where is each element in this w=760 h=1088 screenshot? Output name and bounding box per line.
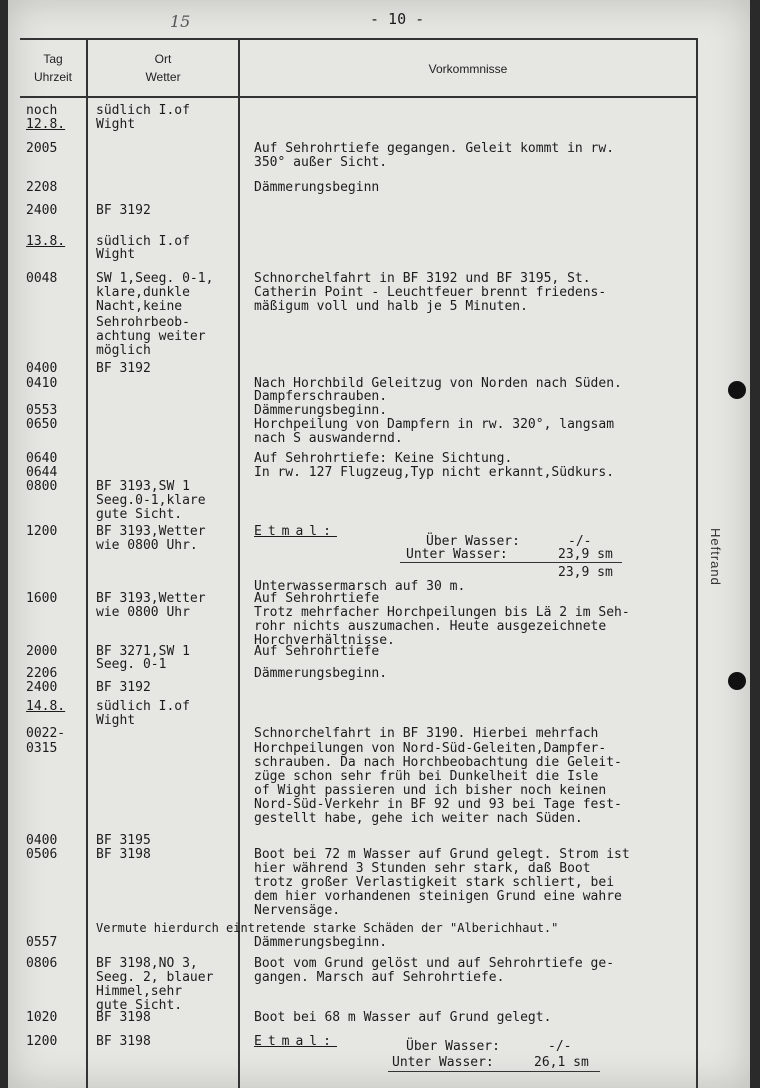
header-wetter: Wetter xyxy=(145,70,181,84)
row-event: Unterwassermarsch auf 30 m. xyxy=(254,579,466,594)
row-event: trotz großer Verlastigkeit stark schliert, bei xyxy=(254,875,615,890)
row-time: 0400 xyxy=(26,361,58,376)
row-time: 0557 xyxy=(26,935,58,950)
etmal2-sum-rule xyxy=(388,1071,600,1072)
header-ort: Ort xyxy=(154,52,172,66)
row-location-weather: BF 3193,Wetter xyxy=(96,591,206,606)
row-location-weather: Seeg. 0-1 xyxy=(96,657,167,672)
row-time: 14.8. xyxy=(26,699,66,714)
row-event: Boot vom Grund gelöst und auf Sehrohrtiefe ge- xyxy=(254,956,615,971)
row-time: 0410 xyxy=(26,376,58,391)
row-time: 1200 xyxy=(26,524,58,539)
punch-hole-top xyxy=(728,381,746,399)
row-location-weather: BF 3198 xyxy=(96,1010,151,1025)
row-time: 0022- xyxy=(26,726,66,741)
row-location-weather: BF 3198 xyxy=(96,1034,151,1049)
row-location-weather: BF 3198 xyxy=(96,847,151,862)
header-bottom-rule xyxy=(20,96,696,98)
etmal1-under-label: Unter Wasser: xyxy=(406,547,508,562)
row-location-weather: Wight xyxy=(96,247,136,262)
row-time: 0640 xyxy=(26,451,58,466)
row-location-weather: BF 3198,NO 3, xyxy=(96,956,198,971)
row-event: Auf Sehrohrtiefe xyxy=(254,591,380,606)
punch-hole-bottom xyxy=(728,672,746,690)
row-location-weather: Nacht,keine xyxy=(96,299,183,314)
margin-stamp: Heftrand xyxy=(708,528,723,586)
etmal2-over-value: -/- xyxy=(548,1039,572,1054)
row-event: gangen. Marsch auf Sehrohrtiefe. xyxy=(254,970,505,985)
row-event: Trotz mehrfacher Horchpeilungen bis Lä 2 im Seh- xyxy=(254,605,630,620)
etmal2-over-label: Über Wasser: xyxy=(406,1039,500,1054)
handwritten-folio: 15 xyxy=(170,12,191,31)
row-event: Horchpeilungen von Nord-Süd-Geleiten,Dampfer- xyxy=(254,741,607,756)
row-event: züge schon sehr früh bei Dunkelheit die Isle xyxy=(254,769,599,784)
row-time: 0800 xyxy=(26,479,58,494)
row-time: 0650 xyxy=(26,417,58,432)
row-time: 0400 xyxy=(26,833,58,848)
row-location-weather: BF 3192 xyxy=(96,361,151,376)
document-page xyxy=(8,0,750,1088)
row-event: Etmal: xyxy=(254,1034,337,1049)
row-location-weather: BF 3192 xyxy=(96,680,151,695)
row-event: schrauben. Da nach Horchbeobachtung die Geleit- xyxy=(254,755,622,770)
row-event: hier während 3 Stunden sehr stark, daß Boot xyxy=(254,861,591,876)
row-event: Auf Sehrohrtiefe gegangen. Geleit kommt in rw. xyxy=(254,141,615,156)
row-location-weather: wie 0800 Uhr xyxy=(96,605,190,620)
header-vorkommnisse: Vorkommnisse xyxy=(428,62,508,76)
row-location-weather: BF 3195 xyxy=(96,833,151,848)
row-time: 0048 xyxy=(26,271,58,286)
row-time: 1020 xyxy=(26,1010,58,1025)
etmal2-under-value: 26,1 sm xyxy=(534,1055,589,1070)
etmal1-under-value: 23,9 sm xyxy=(558,547,613,562)
row-event: Horchverhältnisse. xyxy=(254,633,395,648)
row-location-weather: Sehrohrbeob- xyxy=(96,315,190,330)
row-location-weather: südlich I.of xyxy=(96,699,190,714)
row-time: 12.8. xyxy=(26,117,66,132)
row-event: mäßigum voll und halb je 5 Minuten. xyxy=(254,299,528,314)
row-location-weather: Seeg.0-1,klare xyxy=(96,493,206,508)
row-location-weather: achtung weiter xyxy=(96,329,206,344)
row-time: 2005 xyxy=(26,141,58,156)
row-event: Horchpeilung von Dampfern in rw. 320°, langsam xyxy=(254,417,615,432)
row-location-weather: gute Sicht. xyxy=(96,998,183,1013)
row-location-weather: Wight xyxy=(96,713,136,728)
row-location-weather: gute Sicht. xyxy=(96,507,183,522)
row-event: 350° außer Sicht. xyxy=(254,155,388,170)
row-location-weather: BF 3193,Wetter xyxy=(96,524,206,539)
row-event: gestellt habe, gehe ich weiter nach Süden. xyxy=(254,811,583,826)
row-time: 0806 xyxy=(26,956,58,971)
row-event: Dämmerungsbeginn. xyxy=(254,403,388,418)
page-number: - 10 - xyxy=(370,10,425,28)
etmal1-sum-rule xyxy=(400,562,622,563)
row-location-weather: SW 1,Seeg. 0-1, xyxy=(96,271,214,286)
header-uhrzeit: Uhrzeit xyxy=(33,70,72,84)
row-time: 2208 xyxy=(26,180,58,195)
header-tag: Tag xyxy=(43,52,63,66)
row-location-weather: Himmel,sehr xyxy=(96,984,183,999)
row-location-weather: BF 3193,SW 1 xyxy=(96,479,190,494)
row-time: 0506 xyxy=(26,847,58,862)
row-event: Boot bei 68 m Wasser auf Grund gelegt. xyxy=(254,1010,552,1025)
row-event: Nord-Süd-Verkehr in BF 92 und 93 bei Tage fest- xyxy=(254,797,622,812)
row-event: Schnorchelfahrt in BF 3190. Hierbei mehrfach xyxy=(254,726,599,741)
row-location-weather: südlich I.of xyxy=(96,103,190,118)
row-location-weather: klare,dunkle xyxy=(96,285,190,300)
row-location-weather: BF 3192 xyxy=(96,203,151,218)
row-event: Schnorchelfahrt in BF 3192 und BF 3195, St. xyxy=(254,271,591,286)
row-event: dem hier vorhandenen steinigen Grund eine wahre xyxy=(254,889,622,904)
row-time: noch xyxy=(26,103,58,118)
row-event: Dämmerungsbeginn. xyxy=(254,935,388,950)
row-location-weather: BF 3271,SW 1 xyxy=(96,644,190,659)
row-event: Catherin Point - Leuchtfeuer brennt friedens- xyxy=(254,285,607,300)
row-event: Dämmerungsbeginn. xyxy=(254,666,388,681)
row-event: Auf Sehrohrtiefe: Keine Sichtung. xyxy=(254,451,513,466)
row-event: Auf Sehrohrtiefe xyxy=(254,644,380,659)
etmal1-over-label: Über Wasser: xyxy=(426,534,520,549)
row-location-weather: Vermute hierdurch eintretende starke Schäden der "Alberichhaut." xyxy=(96,921,559,935)
row-event: In rw. 127 Flugzeug,Typ nicht erkannt,Südkurs. xyxy=(254,465,615,480)
row-event: Etmal: xyxy=(254,524,337,539)
etmal2-under-label: Unter Wasser: xyxy=(392,1055,494,1070)
row-time: 2206 xyxy=(26,666,58,681)
row-time: 0553 xyxy=(26,403,58,418)
column-divider-1 xyxy=(86,38,88,1088)
row-location-weather: südlich I.of xyxy=(96,234,190,249)
row-event: Boot bei 72 m Wasser auf Grund gelegt. Strom ist xyxy=(254,847,630,862)
table-top-rule xyxy=(20,38,696,40)
row-location-weather: Wight xyxy=(96,117,136,132)
row-time: 1600 xyxy=(26,591,58,606)
row-location-weather: wie 0800 Uhr. xyxy=(96,538,198,553)
row-event: Dämmerungsbeginn xyxy=(254,180,380,195)
row-time: 2400 xyxy=(26,680,58,695)
row-time: 13.8. xyxy=(26,234,66,249)
row-event: Nervensäge. xyxy=(254,903,341,918)
row-time: 2000 xyxy=(26,644,58,659)
row-time: 0315 xyxy=(26,741,58,756)
row-event: of Wight passieren und ich bisher noch keinen xyxy=(254,783,607,798)
row-time: 1200 xyxy=(26,1034,58,1049)
etmal1-total: 23,9 sm xyxy=(558,565,613,580)
row-event: nach S auswandernd. xyxy=(254,431,403,446)
table-right-rule xyxy=(696,38,698,1088)
row-event: rohr nichts auszumachen. Heute ausgezeichnete xyxy=(254,619,607,634)
row-location-weather: Seeg. 2, blauer xyxy=(96,970,214,985)
row-time: 0644 xyxy=(26,465,58,480)
row-event: Nach Horchbild Geleitzug von Norden nach Süden. xyxy=(254,376,622,391)
row-location-weather: möglich xyxy=(96,343,151,358)
row-event: Dampferschrauben. xyxy=(254,389,388,404)
etmal1-over-value: -/- xyxy=(568,534,592,549)
row-time: 2400 xyxy=(26,203,58,218)
